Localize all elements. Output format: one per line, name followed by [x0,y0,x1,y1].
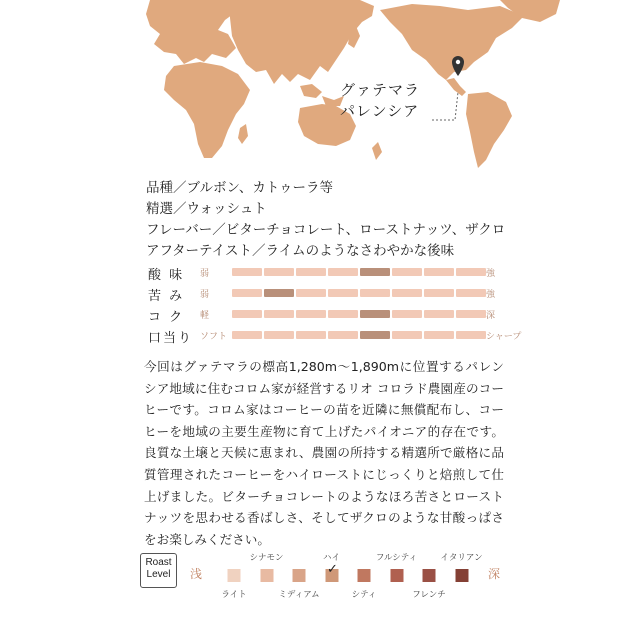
taste-label: コ ク [148,310,185,325]
roast-swatch [260,569,273,582]
roast-level-label: シナモン [249,553,284,563]
taste-row-body [148,304,500,325]
aftertaste-text: アフターテイスト／ライムのようなさわやかな後味 [146,243,455,259]
taste-bar-segment [456,268,486,276]
taste-low-label: 軽 [200,311,210,321]
taste-bar-segment [328,289,358,297]
roast-level-label: イタリアン [440,553,483,563]
taste-bar-segment [232,289,262,297]
taste-high-label: シャープ [486,332,522,342]
process-text: 精選／ウォッシュト [146,201,267,217]
taste-bar-segment [424,289,454,297]
taste-bar-segment [296,268,326,276]
taste-bar-segment [328,310,358,318]
flavor-text: フレーバー／ビターチョコレート、ローストナッツ、ザクロ [146,222,506,238]
world-map [0,0,640,170]
roast-swatch [358,569,371,582]
roast-level [130,548,510,633]
taste-low-label: 弱 [200,269,210,279]
taste-bar-segment [392,331,422,339]
roast-box-line1: Roast [145,557,172,568]
origin-country: グァテマラ [340,81,421,99]
taste-bar-segment [264,289,294,297]
taste-bar-segment [360,310,390,318]
roast-dark-end: 深 [488,567,501,581]
taste-low-label: 弱 [200,290,210,300]
taste-label: 酸 味 [148,268,185,283]
taste-bar-segment [360,289,390,297]
roast-selected-check-icon: ✓ [327,562,338,577]
taste-bar-segment [232,331,262,339]
roast-swatch [390,569,403,582]
roast-level-label: ミディアム [278,590,320,600]
taste-high-label: 強 [486,269,496,279]
taste-bar-segment [264,268,294,276]
roast-level-box [140,553,177,588]
taste-bar-segment [456,331,486,339]
description-text: 今回はグァテマラの標高1,280m～1,890mに位置するパレンシア地域に住むコロム家が経営するリオ コロラド農園産のコーヒーです。コロム家はコーヒーの苗を近隣に無償配布し、コーヒーを地域の主要生産物に育て上げたパイオニア的存在です。良質な土壌と天候に恵まれ、農園の所持する精選所で厳格に品質管理されたコーヒーをハイローストにじっくりと焙煎して仕上げました。ビターチョコレートのようなほろ苦さとローストナッツを思わせる香ばしさ、そしてザクロのような甘酸っぱさをお楽しみください。 [144,359,504,547]
taste-bar-segment [424,268,454,276]
roast-swatch [293,569,306,582]
taste-scale [148,262,522,346]
taste-bar-segment [392,310,422,318]
taste-label: 苦 み [148,289,185,304]
roast-level-label: フレンチ [412,590,446,600]
origin-callout [340,80,435,122]
roast-swatch [228,569,241,582]
roast-level-label: フルシティ [375,553,418,563]
taste-bar-segment [296,331,326,339]
taste-bar-segment [360,268,390,276]
taste-high-label: 深 [486,311,496,321]
taste-bar-segment [232,310,262,318]
roast-level-label: ハイ [322,553,341,563]
taste-bar-segment [424,310,454,318]
taste-bar-segment [264,331,294,339]
location-pin-icon [452,56,464,76]
taste-bar-segment [264,310,294,318]
roast-light-end: 浅 [190,567,203,581]
roast-level-label: シティ [351,590,377,600]
coffee-info [146,178,505,262]
taste-bar-segment [424,331,454,339]
taste-low-label: ソフト [200,332,228,342]
taste-row-mouthfeel [148,325,522,346]
roast-level-label: ライト [221,590,247,600]
taste-bar-segment [296,289,326,297]
roast-swatch [423,569,436,582]
taste-bar-segment [456,289,486,297]
taste-bar-segment [360,331,390,339]
roast-box-line2: Level [146,569,171,580]
taste-bar-segment [328,331,358,339]
taste-bar-segment [392,289,422,297]
roast-swatch [455,569,468,582]
origin-region: パレンシア [340,102,420,120]
taste-high-label: 強 [486,290,496,300]
taste-bar-segment [296,310,326,318]
taste-bar-segment [392,268,422,276]
taste-bar-segment [232,268,262,276]
taste-bar-segment [456,310,486,318]
taste-row-acidity [148,262,500,283]
taste-row-bitterness [148,283,500,304]
description [144,356,504,550]
taste-bar-segment [328,268,358,276]
taste-label: 口当り [148,331,194,346]
variety-text: 品種／ブルボン、カトゥーラ等 [146,180,334,196]
